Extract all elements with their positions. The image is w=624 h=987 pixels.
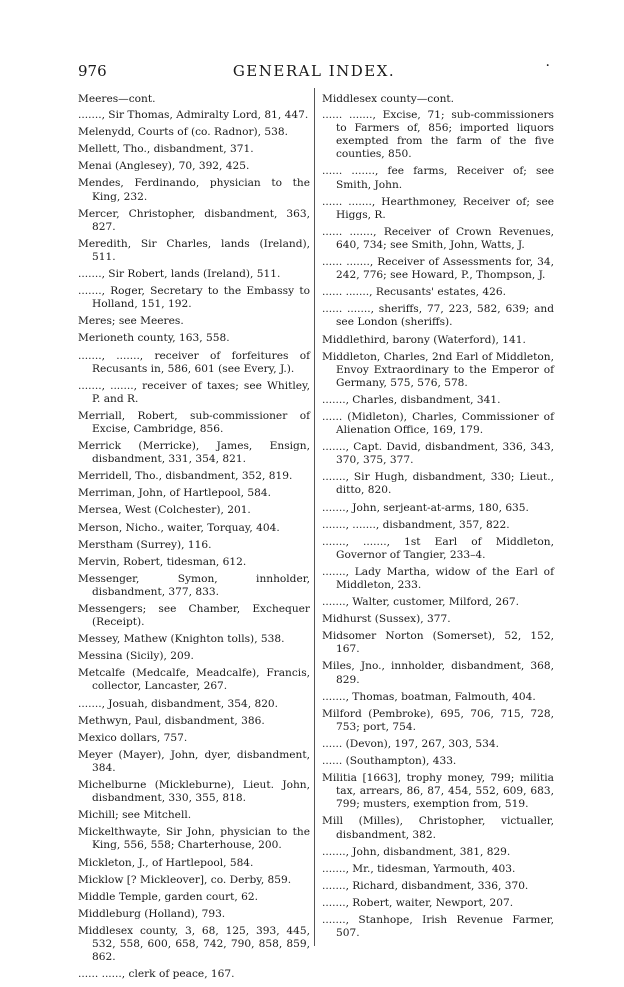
index-entry: Milford (Pembroke), 695, 706, 715, 728, 753; port, 754. [322,707,554,733]
index-entry: Mickleton, J., of Hartlepool, 584. [78,856,254,869]
index-entry: ...... ......., Hearthmoney, Receiver of; see Higgs, R. [322,195,554,221]
index-entry: Michelburne (Mickleburne), Lieut. John, disbandment, 330, 355, 818. [78,779,310,805]
index-entry: Meres; see Meeres. [78,315,184,328]
index-entry: Middleburg (Holland), 793. [78,907,226,920]
index-entry: Mellett, Tho., disbandment, 371. [78,143,254,156]
index-entry: Middlethird, barony (Waterford), 141. [322,333,526,346]
index-entry: Metcalfe (Medcalfe, Meadcalfe), Francis, collector, Lancaster, 267. [78,667,310,693]
index-entry: Melenydd, Courts of (co. Radnor), 538. [78,126,289,139]
index-entry: ......., Sir Hugh, disbandment, 330; Lieut., ditto, 820. [322,471,554,497]
continuation-heading: Middlesex county—cont. [322,93,455,105]
index-entry: ......., John, disbandment, 381, 829. [322,845,511,858]
index-entry: Merriman, John, of Hartlepool, 584. [78,487,272,500]
index-entry: Mersea, West (Colchester), 201. [78,504,251,517]
index-entry: ......., ......., receiver of taxes; see Whitley, P. and R. [78,379,310,405]
index-entry: Middle Temple, garden court, 62. [78,890,258,903]
index-entry: Midsomer Norton (Somerset), 52, 152, 167. [322,630,554,656]
index-entry: ...... ......., Recusants' estates, 426. [322,286,506,299]
index-entry: ......., Robert, waiter, Newport, 207. [322,896,514,909]
index-entry: ......., Lady Martha, widow of the Earl of Middleton, 233. [322,565,554,591]
index-entry: Meyer (Mayer), John, dyer, disbandment, 384. [78,748,310,774]
index-entry: ......., Richard, disbandment, 336, 370. [322,879,529,892]
index-entry: ......., Capt. David, disbandment, 336, 343, 370, 375, 377. [322,441,554,467]
index-entry: ......., Charles, disbandment, 341. [322,393,501,406]
index-entry: Methwyn, Paul, disbandment, 386. [78,714,265,727]
index-entry: Meredith, Sir Charles, lands (Ireland), 511. [78,237,310,263]
index-entry: Mickelthwayte, Sir John, physician to the King, 556, 558; Charterhouse, 200. [78,826,310,852]
index-entry: ......., John, serjeant-at-arms, 180, 635. [322,501,529,514]
index-entry: ...... (Midleton), Charles, Commissioner of Alienation Office, 169, 179. [322,410,554,437]
index-entry: Midhurst (Sussex), 377. [322,613,451,626]
index-entry: ......., Mr., tidesman, Yarmouth, 403. [322,862,516,875]
index-entry: Middlesex county, 3, 68, 125, 393, 445, 532, 558, 600, 658, 742, 790, 858, 859, 862. [78,924,310,964]
right-column [322,93,554,944]
index-entry: ......., Thomas, boatman, Falmouth, 404. [322,690,536,703]
index-entry: ...... ......., Receiver of Assessments for, 34, 242, 776; see Howard, P., Thompson, J. [322,256,554,282]
index-entry: ......., Roger, Secretary to the Embassy to Holland, 151, 192. [78,285,310,311]
continuation-heading: Meeres—cont. [78,93,156,105]
index-entry: ......., Stanhope, Irish Revenue Farmer, 507. [322,913,554,940]
index-entry: Messengers; see Chamber, Exchequer (Receipt). [78,603,310,629]
index-entry: Menai (Anglesey), 70, 392, 425. [78,160,250,173]
index-entry: Militia [1663], trophy money, 799; militia tax, arrears, 86, 87, 454, 552, 609, 683, 799; musters, exemption from, 519. [322,772,554,811]
index-entry: Mercer, Christopher, disbandment, 363, 827. [78,207,310,233]
index-entry: Messey, Mathew (Knighton tolls), 538. [78,633,285,646]
index-entry: Micklow [? Mickleover], co. Derby, 859. [78,873,292,886]
index-entry: Miles, Jno., innholder, disbandment, 368, 829. [322,660,554,686]
index-entry: ...... ......., sheriffs, 77, 223, 582, 639; and see London (sheriffs). [322,303,554,329]
index-entry: Michill; see Mitchell. [78,809,192,822]
index-entry: ......., Walter, customer, Milford, 267. [322,596,520,609]
index-entry: Merson, Nicho., waiter, Torquay, 404. [78,521,280,534]
index-entry: Middleton, Charles, 2nd Earl of Middleton, Envoy Extraordinary to the Emperor of Germany, 575, 576, 578. [322,350,554,389]
index-entry: Messenger, Symon, innholder, disbandment, 377, 833. [78,572,310,598]
index-entry: ......., Sir Robert, lands (Ireland), 511. [78,268,281,281]
index-entry: ...... ......., fee farms, Receiver of; see Smith, John. [322,165,554,191]
index-entry: ...... (Devon), 197, 267, 303, 534. [322,737,499,750]
column-divider [314,88,315,946]
index-entry: Mill (Milles), Christopher, victualler, disbandment, 382. [322,815,554,841]
running-title: GENERAL INDEX. [232,62,396,80]
page-number: 976 [78,62,107,80]
index-entry: Mendes, Ferdinando, physician to the King, 232. [78,177,310,203]
index-entry: ......., ......., 1st Earl of Middleton, Governor of Tangier, 233–4. [322,535,554,561]
index-entry: ...... (Southampton), 433. [322,755,457,768]
index-entry: Messina (Sicily), 209. [78,650,194,663]
left-column [78,93,310,985]
index-entry: ......., Josuah, disbandment, 354, 820. [78,697,279,710]
index-entry: ...... ......., Receiver of Crown Revenues, 640, 734; see Smith, John, Watts, J. [322,225,554,251]
index-entry: Merrick (Merricke), James, Ensign, disbandment, 331, 354, 821. [78,440,310,466]
index-entry: ...... ......, clerk of peace, 167. [78,968,235,981]
header-dot: · [545,58,550,74]
index-entry: Merridell, Tho., disbandment, 352, 819. [78,470,293,483]
index-entry: ......., Sir Thomas, Admiralty Lord, 81, 447. [78,109,309,122]
index-entry: Merriall, Robert, sub-commissioner of Excise, Cambridge, 856. [78,409,310,435]
index-entry: ...... ......., Excise, 71; sub-commissioners to Farmers of, 856; imported liquors exempted from the farm of the five counties, 850. [322,109,554,161]
index-entry: ......., ......., disbandment, 357, 822. [322,518,510,531]
index-entry: Merstham (Surrey), 116. [78,538,212,551]
index-entry: Mexico dollars, 757. [78,731,188,744]
index-entry: Merioneth county, 163, 558. [78,332,230,345]
index-entry: ......., ......., receiver of forfeitures of Recusants in, 586, 601 (see Every, J.). [78,349,310,375]
index-entry: Mervin, Robert, tidesman, 612. [78,555,247,568]
page-header [78,58,550,82]
